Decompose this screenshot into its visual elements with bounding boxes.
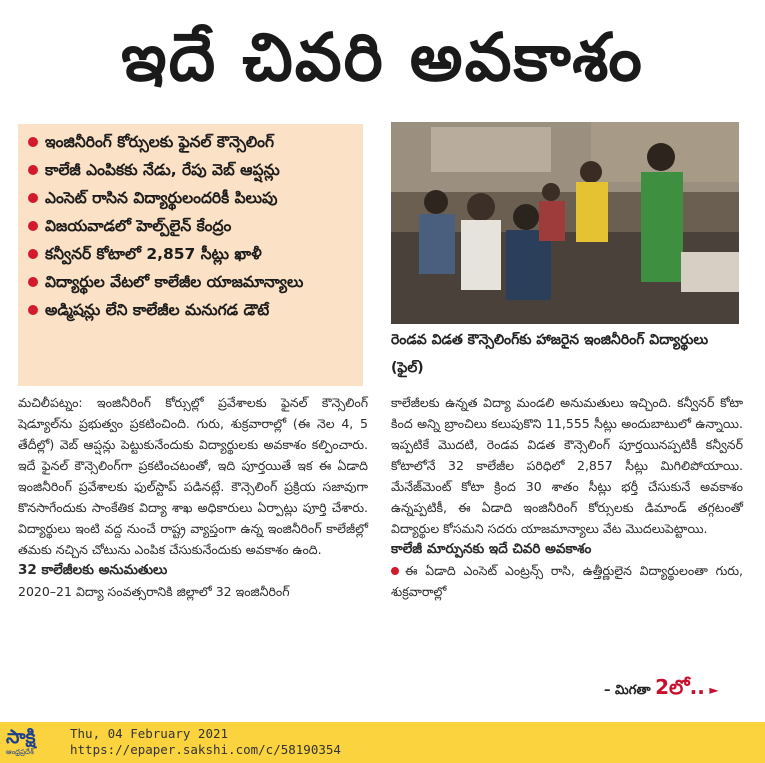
highlight-item: [28, 296, 363, 324]
sakshi-logo: [6, 726, 62, 759]
highlight-text: ఎంసెట్ రాసిన విద్యార్థులందరికీ పిలుపు: [45, 189, 278, 207]
headline: ఇదే చివరి అవకాశం: [121, 19, 644, 96]
bullet-dot-icon: [28, 249, 38, 259]
bullet-dot-icon: [391, 567, 399, 575]
edition-date: Thu, 04 February 2021: [70, 726, 229, 741]
logo-name: సాక్షి: [6, 726, 36, 748]
highlight-text: అడ్మిషన్లు లేని కాలేజీల మనుగడ డౌటే: [45, 301, 270, 319]
article-paragraph: 2020–21 విద్యా సంవత్సరానికి జిల్లాలో 32 ఇంజినీరింగ్: [18, 584, 290, 599]
bullet-dot-icon: [28, 193, 38, 203]
counselling-hall-image: [391, 122, 739, 324]
footer-meta: [70, 726, 341, 758]
subheading: 32 కాలేజీలకు అనుమతులు: [18, 562, 168, 578]
highlight-text: కాలేజీ ఎంపికకు నేడు, రేపు వెబ్ ఆప్షన్లు: [45, 161, 280, 179]
article-column-1: [18, 392, 368, 602]
continued-prefix: – మిగతా: [604, 683, 651, 698]
triangle-right-icon: ►: [709, 683, 719, 697]
highlights-box: [18, 124, 363, 386]
highlight-item: [28, 240, 363, 268]
bullet-dot-icon: [28, 221, 38, 231]
highlight-text: కన్వీనర్ కోటాలో 2,857 సీట్లు ఖాళీ: [45, 245, 262, 263]
highlight-text: ఇంజినీరింగ్ కోర్సులకు ఫైనల్ కౌన్సెలింగ్: [45, 133, 275, 151]
highlight-item: [28, 212, 363, 240]
bullet-dot-icon: [28, 305, 38, 315]
highlight-item: [28, 268, 363, 296]
footer-bar: [0, 722, 765, 763]
epaper-url[interactable]: https://epaper.sakshi.com/c/58190354: [70, 742, 341, 757]
highlight-item: [28, 156, 363, 184]
highlight-text: విజయవాడలో హెల్ప్‌లైన్ కేంద్రం: [45, 217, 232, 235]
bullet-dot-icon: [28, 137, 38, 147]
article-paragraph: మచిలీపట్నం: ఇంజినీరింగ్ కోర్సుల్లో ప్రవేశాలకు ఫైనల్ కౌన్సెలింగ్ షెడ్యూల్‌ను ప్రభుత్వం ప్రకటించింది. గురు, శుక్రవారాల్లో (ఈ నెల 4, 5 తేదీల్లో) వెబ్ ఆప్షన్లు పెట్టుకునేందుకు విద్యార్థులకు అవకాశం కల్పించారు. ఇదే ఫైనల్ కౌన్సెలింగ్‌గా ప్రకటించటంతో, ఇది పూర్తయితే ఇక ఈ ఏడాది ఇంజినీరింగ్ ప్రవేశాలకు ఫుల్‌స్టాప్ పడినట్లే. కౌన్సెలింగ్ ప్రక్రియ సజావుగా కొనసాగేందుకు సాంకేతిక విద్యా శాఖ అధికారులు ఏర్పాట్లు పూర్తి చేశారు. విద్యార్థులు ఇంటి వద్ద నుంచే రాష్ట్ర వ్యాప్తంగా ఉన్న ఇంజినీరింగ్ కాలేజీల్లో తమకు నచ్చిన చోటును ఎంపిక చేసుకునేందుకు అవకాశం ఉంది.: [18, 395, 368, 557]
highlight-text: విద్యార్థుల వేటలో కాలేజీల యాజమాన్యాలు: [45, 273, 304, 291]
article-paragraph: కాలేజీలకు ఉన్నత విద్యా మండలి అనుమతులు ఇచ్చింది. కన్వీనర్ కోటా కింద అన్ని బ్రాంచిలు కలుపుకొని 11,555 సీట్లు అందుబాటులో ఉన్నాయి. ఇప్పటికే మొదటి, రెండవ విడత కౌన్సెలింగ్ పూర్తయినప్పటికీ కన్వీనర్ కోటాలోనే 32 కాలేజీల పరిధిలో 2,857 సీట్లు మిగిలిపోయాయి. మేనేజ్‌మెంట్ కోటా క్రింద 30 శాతం సీట్లు భర్తీ చేసుకునే అవకాశం ఉన్నప్పటికీ, ఈ ఏడాది ఇంజినీరింగ్ కోర్సులకు డిమాండ్ తగ్గటంతో విద్యార్థుల కోసమని సదరు యాజమాన్యాలు వేట మొదలుపెట్టాయి.: [391, 395, 743, 536]
highlight-item: [28, 128, 363, 156]
photo-caption: రెండవ విడత కౌన్సెలింగ్‌కు హాజరైన ఇంజినీరింగ్ విద్యార్థులు (ఫైల్): [391, 332, 709, 376]
continued-page: 2లో..: [655, 675, 705, 699]
subheading: కాలేజీ మార్పునకు ఇదే చివరి అవకాశం: [391, 541, 592, 557]
bullet-dot-icon: [28, 165, 38, 175]
article-paragraph-text: ఈ ఏడాది ఎంసెట్ ఎంట్రన్స్ రాసి, ఉత్తీర్ణులైన విద్యార్థులంతా గురు, శుక్రవారాల్లో: [391, 563, 743, 599]
article-paragraph: [391, 560, 743, 602]
continued-note: [604, 675, 719, 704]
logo-tagline: ఆంధ్రప్రదేశ్: [6, 748, 34, 756]
article-column-2: [391, 392, 743, 602]
bullet-dot-icon: [28, 277, 38, 287]
highlight-item: [28, 184, 363, 212]
news-photo: [391, 122, 739, 324]
